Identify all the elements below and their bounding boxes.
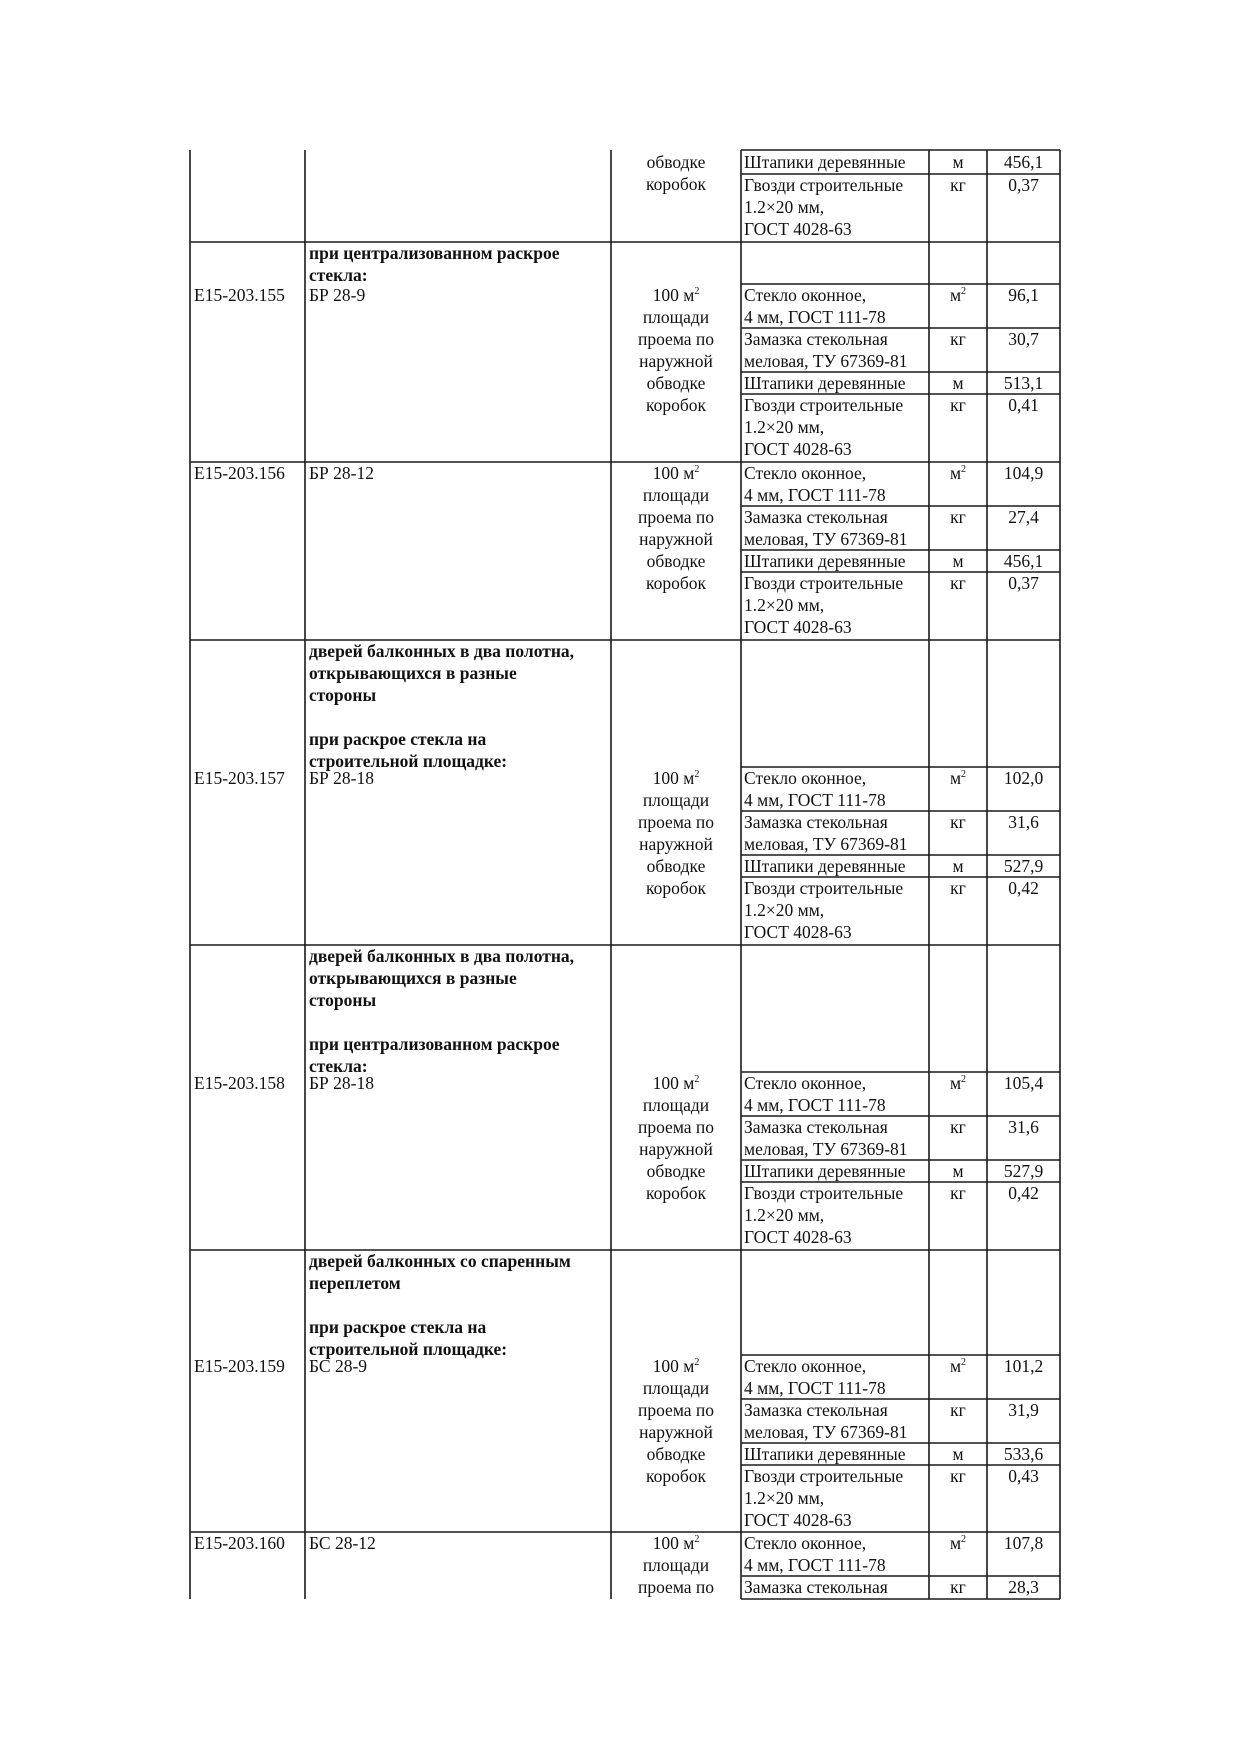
material-value: 28,3 [1008,1577,1039,1597]
item-code: Е15-203.157 [194,768,285,788]
material-unit-sup: 2 [961,769,967,781]
section-heading: дверей балконных в два полотна, открывающихся в разные стороны при централизованном раскрое стекла: [309,946,575,1076]
material-unit: кг [950,812,966,832]
material-unit-base: м [949,285,962,305]
material-name: Гвозди строительные 1.2×20 мм, ГОСТ 4028-63 [744,573,904,637]
material-name: Стекло оконное, 4 мм, ГОСТ 111-78 [744,285,886,327]
unit-basis [611,462,741,594]
material-name: Стекло оконное, 4 мм, ГОСТ 111-78 [744,1356,886,1398]
material-name: Замазка стекольная меловая, ТУ 67369-81 [744,329,908,371]
material-unit [929,767,987,789]
material-name: Штапики деревянные [744,373,906,393]
unit-basis-rest: площади проема по наружной обводке коробок [637,1095,715,1203]
material-name: Штапики деревянные [744,1161,906,1181]
material-unit-base: м [949,1073,962,1093]
unit-basis-main: 100 м [652,1073,695,1093]
material-value: 102,0 [1003,768,1044,788]
material-value: 0,42 [1008,1183,1039,1203]
material-value: 0,37 [1008,573,1039,593]
item-code: Е15-203.159 [194,1356,285,1376]
material-value: 107,8 [1003,1533,1044,1553]
material-unit: кг [950,573,966,593]
material-unit: м [952,551,964,571]
material-unit: м [952,373,964,393]
material-value: 27,4 [1008,507,1039,527]
item-mark: БС 28-12 [309,1533,376,1553]
material-value: 30,7 [1008,329,1039,349]
material-unit: м [952,856,964,876]
unit-basis-rest: площади проема по наружной обводке коробок [637,790,715,898]
item-code: Е15-203.156 [194,463,285,483]
item-mark: БР 28-18 [309,1073,374,1093]
material-name: Гвозди строительные 1.2×20 мм, ГОСТ 4028-63 [744,878,904,942]
item-code: Е15-203.160 [194,1533,285,1553]
material-unit-base: м [949,768,962,788]
material-unit-sup: 2 [961,1357,967,1369]
item-mark: БР 28-12 [309,463,374,483]
material-name: Гвозди строительные 1.2×20 мм, ГОСТ 4028-63 [744,395,904,459]
unit-basis [611,1355,741,1487]
material-unit: кг [950,1577,966,1597]
unit-basis [611,284,741,416]
section-heading: при централизованном раскрое стекла: [309,243,560,285]
material-value: 104,9 [1003,463,1044,483]
material-unit: кг [950,1466,966,1486]
material-name: Замазка стекольная меловая, ТУ 67369-81 [744,507,908,549]
unit-basis-main: 100 м [652,285,695,305]
material-value: 0,37 [1008,175,1039,195]
unit-basis-rest: площади проема по [637,1555,715,1597]
unit-basis [611,767,741,899]
material-value: 527,9 [1003,856,1044,876]
item-mark: БР 28-9 [309,285,366,305]
material-unit [929,1355,987,1377]
material-name: Замазка стекольная меловая, ТУ 67369-81 [744,1400,908,1442]
item-mark: БС 28-9 [309,1356,368,1376]
unit-basis [611,1532,741,1598]
unit-basis [611,1072,741,1204]
unit-basis-sup: 2 [694,1534,700,1546]
material-name: Штапики деревянные [744,152,906,172]
unit-basis-rest: площади проема по наружной обводке коробок [637,485,715,593]
material-unit [929,462,987,484]
material-unit: м [952,152,964,172]
material-unit [929,1072,987,1094]
unit-basis-main: 100 м [652,1533,695,1553]
material-value: 101,2 [1003,1356,1044,1376]
material-unit [929,284,987,306]
material-name: Замазка стекольная [744,1577,888,1597]
material-name: Штапики деревянные [744,551,906,571]
material-name: Гвозди строительные 1.2×20 мм, ГОСТ 4028-63 [744,175,904,239]
section-heading: дверей балконных в два полотна, открывающихся в разные стороны при раскрое стекла на строительной площадке: [309,641,575,771]
unit-basis-sup: 2 [694,464,700,476]
material-name: Стекло оконное, 4 мм, ГОСТ 111-78 [744,768,886,810]
material-value: 31,6 [1008,1117,1039,1137]
unit-basis-main: 100 м [652,463,695,483]
material-value: 0,42 [1008,878,1039,898]
material-value: 105,4 [1003,1073,1044,1093]
material-name: Стекло оконное, 4 мм, ГОСТ 111-78 [744,1533,886,1575]
item-code: Е15-203.158 [194,1073,285,1093]
material-unit: м [952,1444,964,1464]
material-unit [929,1532,987,1554]
section-heading: дверей балконных со спаренным переплетом при раскрое стекла на строительной площадке: [309,1251,571,1359]
material-value: 456,1 [1003,551,1044,571]
material-name: Гвозди строительные 1.2×20 мм, ГОСТ 4028-63 [744,1183,904,1247]
material-name: Штапики деревянные [744,856,906,876]
material-unit: кг [950,1400,966,1420]
material-unit: кг [950,175,966,195]
unit-basis-rest: площади проема по наружной обводке коробок [637,1378,715,1486]
unit-basis-cont: обводке [646,152,706,172]
material-unit: кг [950,329,966,349]
unit-basis-sup: 2 [694,769,700,781]
material-value: 513,1 [1003,373,1044,393]
unit-basis-rest: площади проема по наружной обводке коробок [637,307,715,415]
material-unit: кг [950,395,966,415]
material-name: Замазка стекольная меловая, ТУ 67369-81 [744,812,908,854]
material-name: Штапики деревянные [744,1444,906,1464]
material-value: 31,9 [1008,1400,1039,1420]
material-name: Замазка стекольная меловая, ТУ 67369-81 [744,1117,908,1159]
material-value: 31,6 [1008,812,1039,832]
material-unit-sup: 2 [961,286,967,298]
unit-basis-sup: 2 [694,286,700,298]
material-unit: кг [950,878,966,898]
unit-basis-sup: 2 [694,1074,700,1086]
unit-basis-sup: 2 [694,1357,700,1369]
material-unit: кг [950,1117,966,1137]
material-value: 0,41 [1008,395,1039,415]
material-unit-base: м [949,1356,962,1376]
material-name: Стекло оконное, 4 мм, ГОСТ 111-78 [744,463,886,505]
material-value: 0,43 [1008,1466,1039,1486]
material-unit: м [952,1161,964,1181]
material-unit-sup: 2 [961,464,967,476]
material-unit: кг [950,507,966,527]
item-mark: БР 28-18 [309,768,374,788]
material-value: 527,9 [1003,1161,1044,1181]
unit-basis-main: 100 м [652,1356,695,1376]
material-unit-sup: 2 [961,1534,967,1546]
material-unit-base: м [949,463,962,483]
material-value: 533,6 [1003,1444,1044,1464]
material-name: Гвозди строительные 1.2×20 мм, ГОСТ 4028-63 [744,1466,904,1530]
material-name: Стекло оконное, 4 мм, ГОСТ 111-78 [744,1073,886,1115]
material-value: 456,1 [1003,152,1044,172]
unit-basis-cont: коробок [645,174,707,194]
item-code: Е15-203.155 [194,285,285,305]
material-unit: кг [950,1183,966,1203]
material-unit-sup: 2 [961,1074,967,1086]
unit-basis-main: 100 м [652,768,695,788]
material-value: 96,1 [1008,285,1039,305]
material-unit-base: м [949,1533,962,1553]
